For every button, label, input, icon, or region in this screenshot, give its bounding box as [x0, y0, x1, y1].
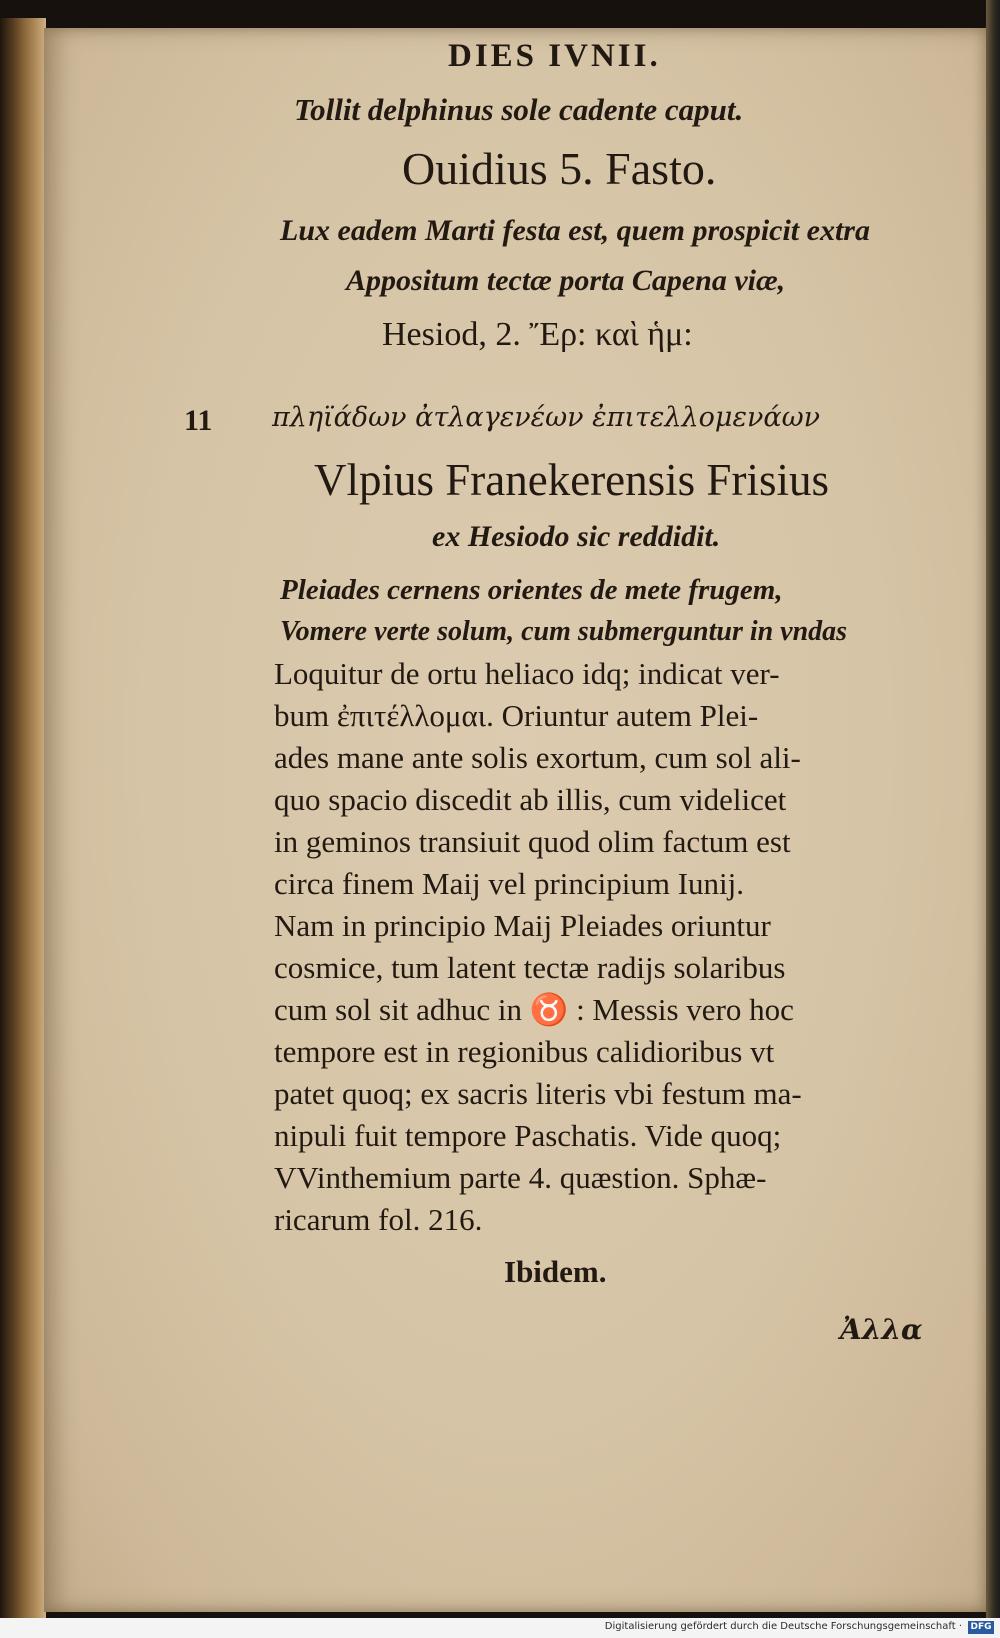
body-line: quo spacio discedit ab illis, cum videlicet [274, 782, 787, 817]
running-head: DIES IVNII. [448, 38, 661, 74]
body-line: ricarum fol. 216. [274, 1202, 483, 1237]
dfg-logo: DFG [968, 1621, 994, 1634]
heading-ovid: Ouidius 5. Fasto. [402, 143, 717, 194]
ibidem-heading: Ibidem. [504, 1254, 607, 1289]
body-line: in geminos transiuit quod olim factum est [274, 824, 791, 859]
ovid-line-1: Lux eadem Marti festa est, quem prospicit extra [280, 214, 870, 247]
book-spine [0, 18, 46, 1618]
heading-ulpius-1: Vlpius Franekerensis Frisius [314, 455, 829, 505]
verse-line-1: Tollit delphinus sole cadente caput. [294, 92, 744, 127]
body-line: bum ἐπιτέλλομαι. Oriuntur autem Plei- [274, 698, 759, 733]
book-page [44, 28, 986, 1612]
body-line: nipuli fuit tempore Paschatis. Vide quoq; [274, 1118, 782, 1153]
greek-line: πληϊάδων ἀτλαγενέων ἐπιτελλομενάων [272, 402, 821, 433]
body-line: Loquitur de ortu heliaco idq; indicat ver- [274, 656, 780, 691]
ovid-line-2: Appositum tectæ porta Capena viæ, [346, 264, 786, 297]
body-line: cum sol sit adhuc in ♉ : Messis vero hoc [274, 992, 794, 1027]
margin-number: 11 [184, 404, 213, 437]
heading-ulpius-2: ex Hesiodo sic reddidit. [432, 520, 721, 553]
footer-text: Digitalisierung gefördert durch die Deutsche Forschungsgemeinschaft · [604, 1621, 962, 1632]
translation-line-1: Pleiades cernens orientes de mete frugem, [280, 574, 783, 606]
body-line: patet quoq; ex sacris literis vbi festum ma- [274, 1076, 802, 1111]
body-line: Nam in principio Maij Pleiades oriuntur [274, 908, 771, 943]
translation-line-2: Vomere verte solum, cum submerguntur in vndas [280, 616, 848, 647]
footer-bar [0, 1618, 1000, 1638]
catchword: Ἀλλα [840, 1313, 923, 1346]
body-line: ades mane ante solis exortum, cum sol ali- [274, 740, 801, 775]
body-line: cosmice, tum latent tectæ radijs solaribus [274, 950, 786, 985]
body-line: circa finem Maij vel principium Iunij. [274, 866, 745, 901]
body-line: VVinthemium parte 4. quæstion. Sphæ- [274, 1160, 767, 1195]
heading-hesiod: Hesiod, 2. Ἔρ: καὶ ἡμ: [382, 316, 693, 353]
book-edge [986, 0, 1000, 1618]
body-line: tempore est in regionibus calidioribus vt [274, 1034, 775, 1069]
